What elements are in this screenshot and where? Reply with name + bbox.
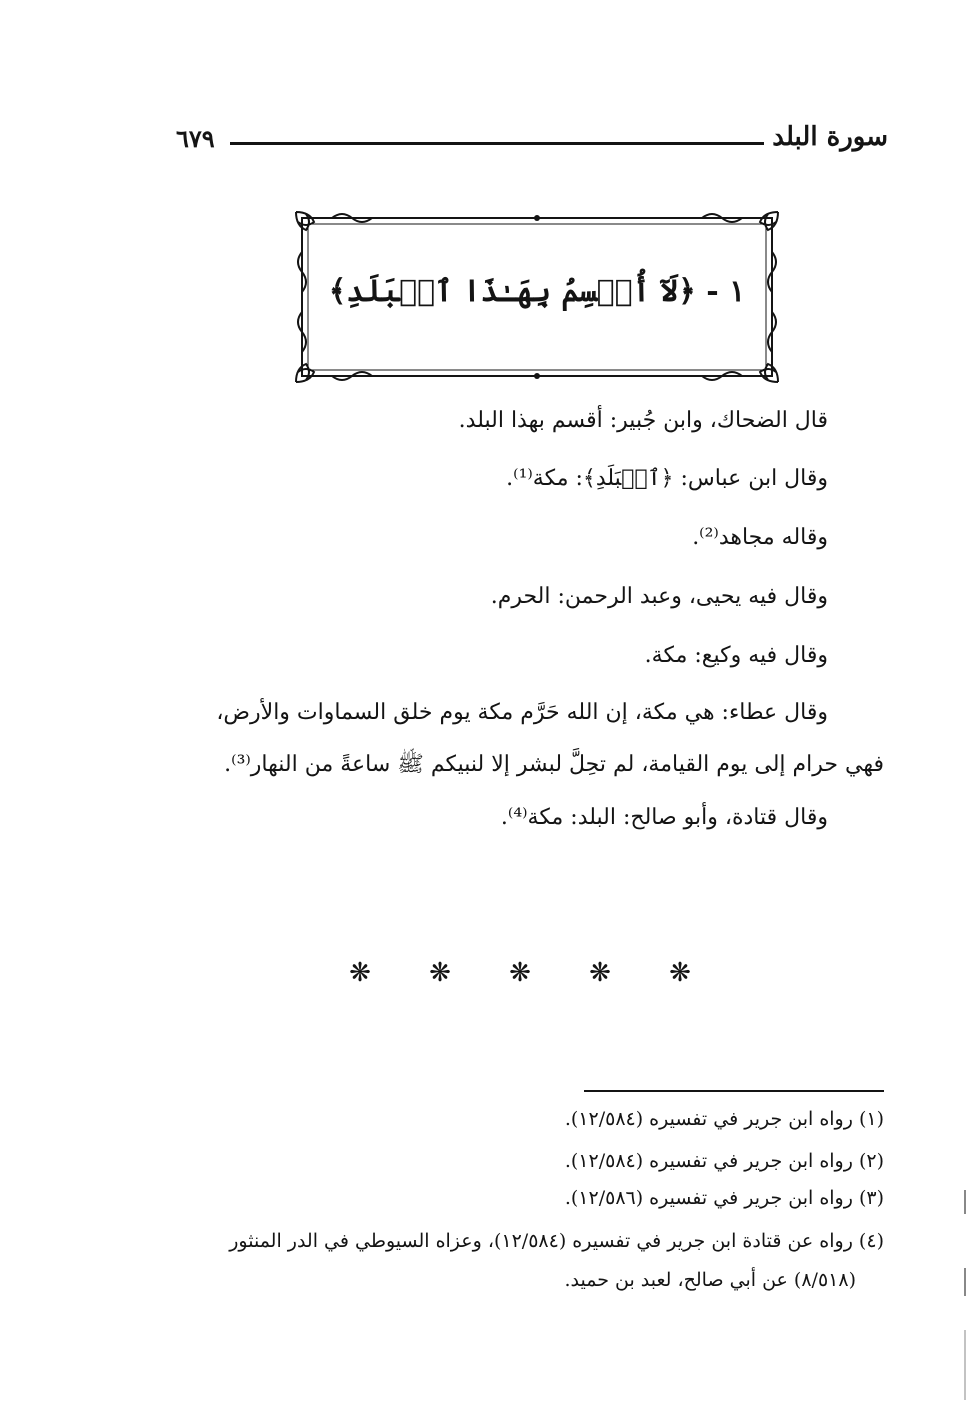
body-line-5: وقال فيه وكيع: مكة. (644, 643, 828, 668)
body-line-6: وقال عطاء: هي مكة، إن الله حَرَّم مكة يوم خلق السماوات والأرض، (216, 700, 828, 725)
footnote-3: (٣) رواه ابن جرير في تفسيره (١٢/٥٨٦). (564, 1187, 884, 1209)
page-number: ٦٧٩ (176, 124, 215, 153)
body-line-4: وقال فيه يحيى، وعبد الرحمن: الحرم. (490, 584, 828, 609)
page-header (176, 122, 888, 162)
section-separator (340, 958, 700, 998)
footnote-4-continued: (٨/٥١٨) عن أبي صالح، لعبد بن حميد. (564, 1269, 856, 1291)
scan-edge-mark (964, 1330, 966, 1400)
body-line-3: وقاله مجاهد⁽²⁾. (692, 525, 828, 550)
verse-frame (292, 208, 782, 386)
footnote-2: (٢) رواه ابن جرير في تفسيره (١٢/٥٨٤). (564, 1150, 884, 1172)
star-ornament-icon: ❋ (669, 958, 691, 988)
body-line-7: فهي حرام إلى يوم القيامة، لم تحِلَّ لبشر إلا لنبيكم ﷺ ساعةً من النهار⁽³⁾. (224, 752, 884, 777)
star-ornament-icon: ❋ (349, 958, 371, 988)
footnote-4: (٤) رواه عن قتادة ابن جرير في تفسيره (١٢/٥٨٤)، وعزاه السيوطي في الدر المنثور (229, 1230, 884, 1252)
body-line-1: قال الضحاك، وابن جُبير: أقسم بهذا البلد. (458, 408, 828, 433)
star-ornament-icon: ❋ (429, 958, 451, 988)
scan-edge-mark (964, 1190, 966, 1214)
scan-edge-mark (964, 1268, 966, 1296)
star-ornament-icon: ❋ (509, 958, 531, 988)
star-ornament-icon: ❋ (589, 958, 611, 988)
footnote-rule (584, 1090, 884, 1092)
body-line-8: وقال قتادة، وأبو صالح: البلد: مكة⁽⁴⁾. (500, 805, 828, 830)
verse-text: ١ - ﴿لَآ أُقۡسِمُ بِهَـٰذَا ٱلۡبَلَدِ﴾ (328, 274, 746, 309)
body-line-2: وقال ابن عباس: ﴿ٱلۡبَلَدِ﴾: مكة⁽¹⁾. (506, 466, 828, 491)
footnote-1: (١) رواه ابن جرير في تفسيره (١٢/٥٨٤). (564, 1108, 884, 1130)
header-rule (230, 142, 764, 145)
surah-title: سورة البلد (772, 122, 888, 152)
